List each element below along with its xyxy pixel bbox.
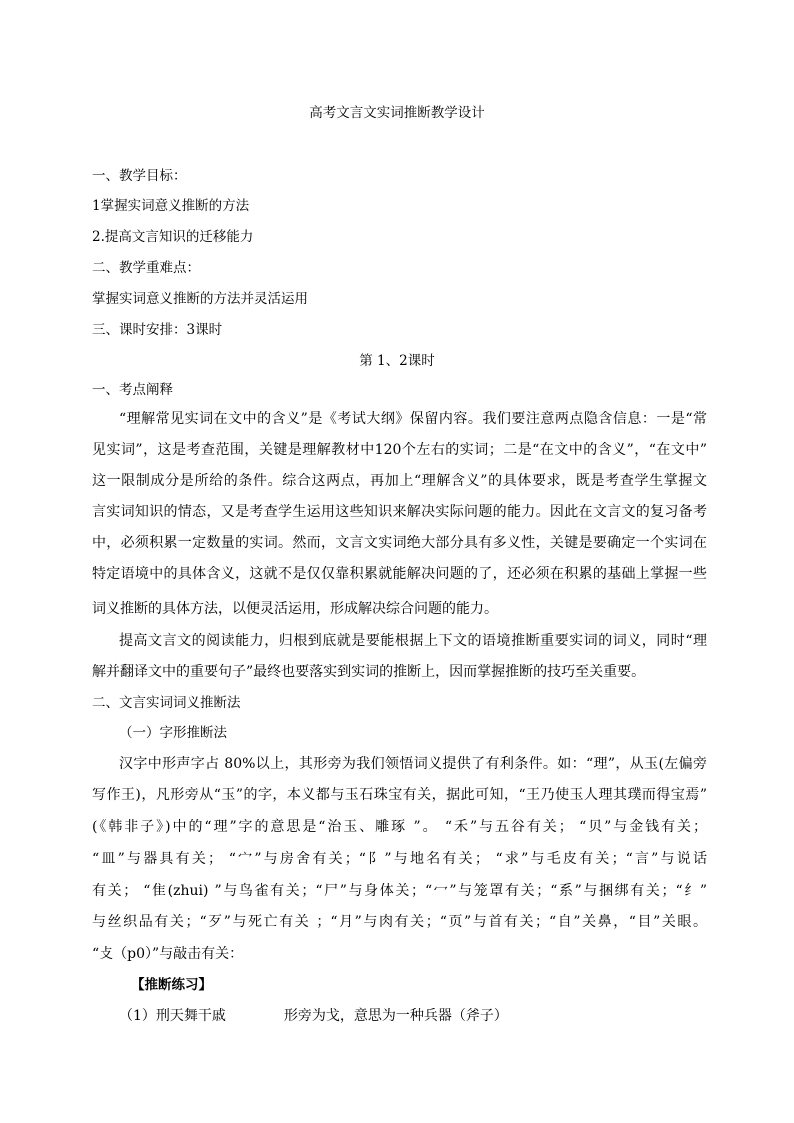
- para1-line: “理解常见实词在文中的含义”是《考试大纲》保留内容。我们要注意两点隐含信息：一是“常: [119, 411, 707, 427]
- section2-heading: 二、教学重难点：: [92, 260, 200, 276]
- key-point-text: 掌握实词意义推断的方法并灵活运用: [92, 291, 308, 307]
- practice-item-1-note: 形旁为戈，意思为一种兵器（斧子）: [283, 1008, 508, 1024]
- lesson-heading: 第 1、2课时: [359, 353, 435, 369]
- para3-line: “皿”与器具有关； “宀”与房舍有关；“阝”与地名有关； “求”与毛皮有关；“言”与说话: [92, 851, 707, 867]
- goal-item-2: 2.提高文言知识的迁移能力: [92, 229, 254, 245]
- practice-item-1-text: （1）刑天舞干戚: [119, 1008, 226, 1024]
- part1-heading: 一、考点阐释: [92, 382, 173, 398]
- practice-item-1: [119, 1007, 508, 1025]
- part2-heading: 二、文言实词词义推断法: [92, 695, 241, 711]
- para1-line: 中，必须积累一定数量的实词。然而，文言文实词绝大部分具有多义性，关键是要确定一个实词在: [92, 535, 707, 551]
- para3-line: 写作王)，凡形旁从“玉”的字，本义都与玉石珠宝有关，据此可知，“王乃使玉人理其璞而得宝焉”: [92, 787, 707, 803]
- document-title: 高考文言文实词推断教学设计: [309, 105, 485, 121]
- para3-line: (《韩非子》)中的“理”字的意思是“治玉、雕琢 ”。 “禾”与五谷有关； “贝”与金钱有关；: [92, 819, 707, 835]
- para3-line: “攴（p0）”与敲击有关：: [92, 946, 244, 962]
- section1-heading: 一、教学目标：: [92, 168, 187, 184]
- para2-line: 解并翻译文中的重要句子”最终也要落实到实词的推断上，因而掌握推断的技巧至关重要。: [92, 664, 646, 680]
- para3-line: 汉字中形声字占 80%以上，其形旁为我们领悟词义提供了有利条件。如：“理”，从玉(左偏旁: [119, 756, 707, 772]
- para1-line: 见实词”，这是考查范围，关键是理解教材中120个左右的实词；二是“在文中的含义”，“在文中”: [92, 442, 707, 458]
- para1-line: 言实词知识的情态，又是考查学生运用这些知识来解决实际问题的能力。因此在文言文的复习备考: [92, 504, 707, 520]
- para3-line: 与丝织品有关；“歹”与死亡有关 ；“月”与肉有关；“页”与首有关；“自”关鼻，“目”关眼。: [92, 914, 707, 930]
- para1-line: 特定语境中的具体含义，这就不是仅仅靠积累就能解决问题的了，还必须在积累的基础上掌握一些: [92, 566, 707, 582]
- para2-line: 提高文言文的阅读能力，归根到底就是要能根据上下文的语境推断重要实词的词义，同时“理: [119, 633, 707, 649]
- para1-line: 这一限制成分是所给的条件。综合这两点，再加上“理解含义”的具体要求，既是考查学生掌握文: [92, 473, 707, 489]
- section3-heading: 三、课时安排：3课时: [92, 322, 223, 338]
- goal-item-1: 1掌握实词意义推断的方法: [92, 198, 250, 214]
- sub1-heading: （一）字形推断法: [119, 725, 227, 741]
- para3-line: 有关； “隹(zhui) ”与鸟雀有关；“尸”与身体关；“冖”与笼罩有关；“系”与捆绑有关；“纟”: [92, 883, 707, 899]
- practice-heading: 【推断练习】: [131, 977, 212, 993]
- para1-line: 词义推断的具体方法，以便灵活运用，形成解决综合问题的能力。: [92, 601, 498, 617]
